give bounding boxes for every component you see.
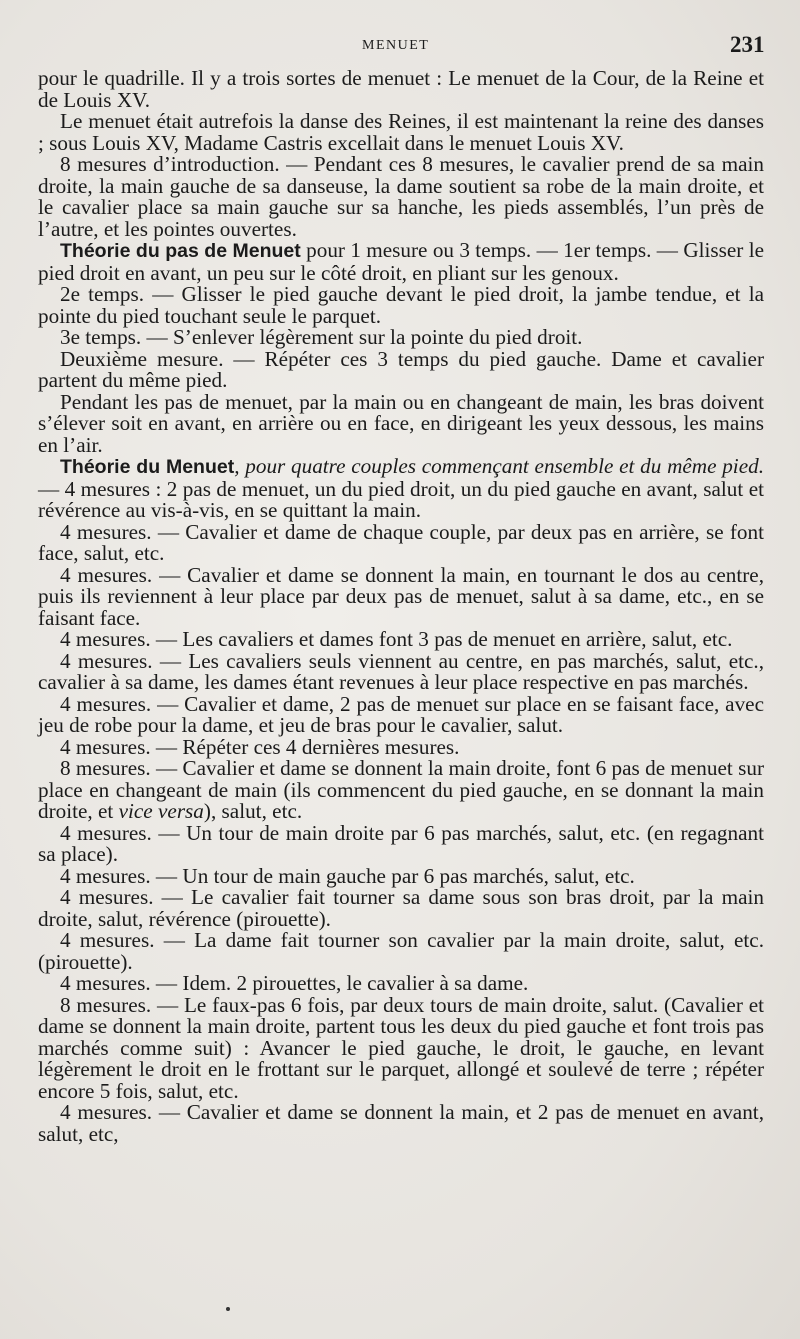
paragraph-text: 4 mesures. — Le cavalier fait tourner sa dame sous son bras droit, par la main droite, salut, révérence (pirouette).: [38, 885, 764, 931]
paragraph: [38, 519, 764, 565]
running-head: [0, 32, 800, 60]
paragraph-text: 4 mesures. — La dame fait tourner son cavalier par la main droite, salut, etc. (pirouette).: [38, 928, 764, 974]
paragraph-text: 4 mesures. — Les cavaliers et dames font 3 pas de menuet en arrière, salut, etc.: [60, 627, 733, 651]
paragraph-text: 4 mesures. — Cavalier et dame se donnent la main, et 2 pas de menuet en avant, salut, etc,: [38, 1100, 764, 1146]
paragraph-text: Le menuet était autrefois la danse des Reines, il est maintenant la reine des danses ; sous Louis XV, Madame Castris excellait dans le menuet Louis XV.: [38, 109, 764, 155]
section-heading: Théorie du pas de Menuet: [60, 240, 301, 262]
paragraph-text: pour 1 mesure ou 3 temps. — 1er temps. — Glisser le pied droit en avant, un peu sur le côté droit, en pliant sur les genoux.: [38, 238, 764, 285]
paragraph-text: pour le quadrille. Il y a trois sortes de menuet : Le menuet de la Cour, de la Reine et de Louis XV.: [38, 66, 764, 112]
ink-speck: [226, 1307, 230, 1311]
paragraph: [38, 691, 764, 737]
italic-phrase: vice versa: [118, 799, 204, 823]
paragraph-text: 8 mesures. — Cavalier et dame se donnent la main droite, font 6 pas de menuet sur place en changeant de main (ils commencent du pied gauche, en se donnant la main droite, et: [38, 756, 764, 823]
paragraph: [38, 562, 764, 630]
paragraph: [38, 1102, 764, 1145]
paragraph-text: 4 mesures. — Cavalier et dame, 2 pas de menuet sur place en se faisant face, avec jeu de robe pour la dame, et jeu de bras pour le cavalier, salut.: [38, 691, 764, 737]
paragraph-text: Deuxième mesure. — Répéter ces 3 temps du pied gauche. Dame et cavalier partent du même pied.: [38, 346, 764, 392]
paragraph: [38, 992, 764, 1103]
paragraph-text: 8 mesures. — Le faux-pas 6 fois, par deux tours de main droite, salut. (Cavalier et dame se donnent la main droite, partent tous les deux du pied gauche et font trois pas marchés comme suit) : Avancer le pied gauche, le droit, le gauche, en levant légèrement le droit en le frottant sur le parquet, allongé et soulevé de terre ; répéter encore 5 fois, salut, etc.: [38, 992, 764, 1103]
paragraph-text: Pendant les pas de menuet, par la main ou en changeant de main, les bras doivent s’élever soit en avant, en arrière ou en face, en dirigeant les yeux dessous, les mains en l’air.: [38, 389, 764, 457]
paragraph: [38, 820, 764, 866]
paragraph-text: 4 mesures. — Cavalier et dame se donnent la main, en tournant le dos au centre, puis ils reviennent à leur place par deux pas de menuet, salut à sa dame, etc., en se faisant face.: [38, 562, 764, 630]
paragraph: [38, 240, 764, 284]
page-number: 231: [730, 32, 765, 57]
paragraph-text: 3e temps. — S’enlever légèrement sur la pointe du pied droit.: [60, 325, 583, 349]
running-title: MENUET: [362, 38, 430, 53]
paragraph: [38, 887, 764, 930]
italic-phrase: , pour quatre couples commençant ensemble et du même pied.: [234, 454, 764, 478]
paragraph: [38, 327, 764, 349]
paragraph: [38, 111, 764, 154]
paragraph: [38, 68, 764, 111]
paragraph: [38, 456, 764, 522]
paragraph: [38, 154, 764, 240]
paragraph: [38, 629, 764, 651]
paragraph-text: 4 mesures. — Un tour de main droite par 6 pas marchés, salut, etc. (en regagnant sa place).: [38, 820, 764, 866]
paragraph: [38, 284, 764, 327]
paragraph-text: 4 mesures. — Cavalier et dame de chaque couple, par deux pas en arrière, se font face, salut, etc.: [38, 519, 764, 565]
paragraph: [38, 734, 764, 759]
paragraph-text-tail: ), salut, etc.: [203, 799, 303, 823]
paragraph: [38, 758, 764, 823]
body-text: [38, 68, 764, 1145]
paragraph-text: 4 mesures. — Idem. 2 pirouettes, le cavalier à sa dame.: [60, 971, 529, 995]
paragraph-text: 4 mesures. — Un tour de main gauche par 6 pas marchés, salut, etc.: [60, 863, 635, 888]
paragraph: [38, 648, 764, 694]
paragraph-text: 2e temps. — Glisser le pied gauche devant le pied droit, la jambe tendue, et la pointe du pied touchant seule le parquet.: [38, 282, 764, 328]
paragraph: [38, 930, 764, 973]
paragraph-text: — 4 mesures : 2 pas de menuet, un du pied droit, un du pied gauche en avant, salut et révérence au vis-à-vis, en se quittant la main.: [38, 476, 764, 522]
paragraph: [38, 863, 764, 888]
paragraph-text: 8 mesures d’introduction. — Pendant ces 8 mesures, le cavalier prend de sa main droite, la main gauche de sa danseuse, la dame soutient sa robe de la main droite, et le cavalier place sa main gauche sur sa hanche, les pieds assemblés, l’un près de l’autre, et les pointes ouvertes.: [38, 152, 764, 241]
paragraph-text: 4 mesures. — Les cavaliers seuls viennent au centre, en pas marchés, salut, etc., cavalier à sa dame, les dames étant revenues à leur place respective en pas marchés.: [38, 648, 764, 694]
paragraph: [38, 973, 764, 995]
paragraph: [38, 389, 764, 457]
paragraph-text: 4 mesures. — Répéter ces 4 dernières mesures.: [60, 734, 460, 759]
paragraph: [38, 346, 764, 392]
section-heading: Théorie du Menuet: [60, 456, 235, 478]
